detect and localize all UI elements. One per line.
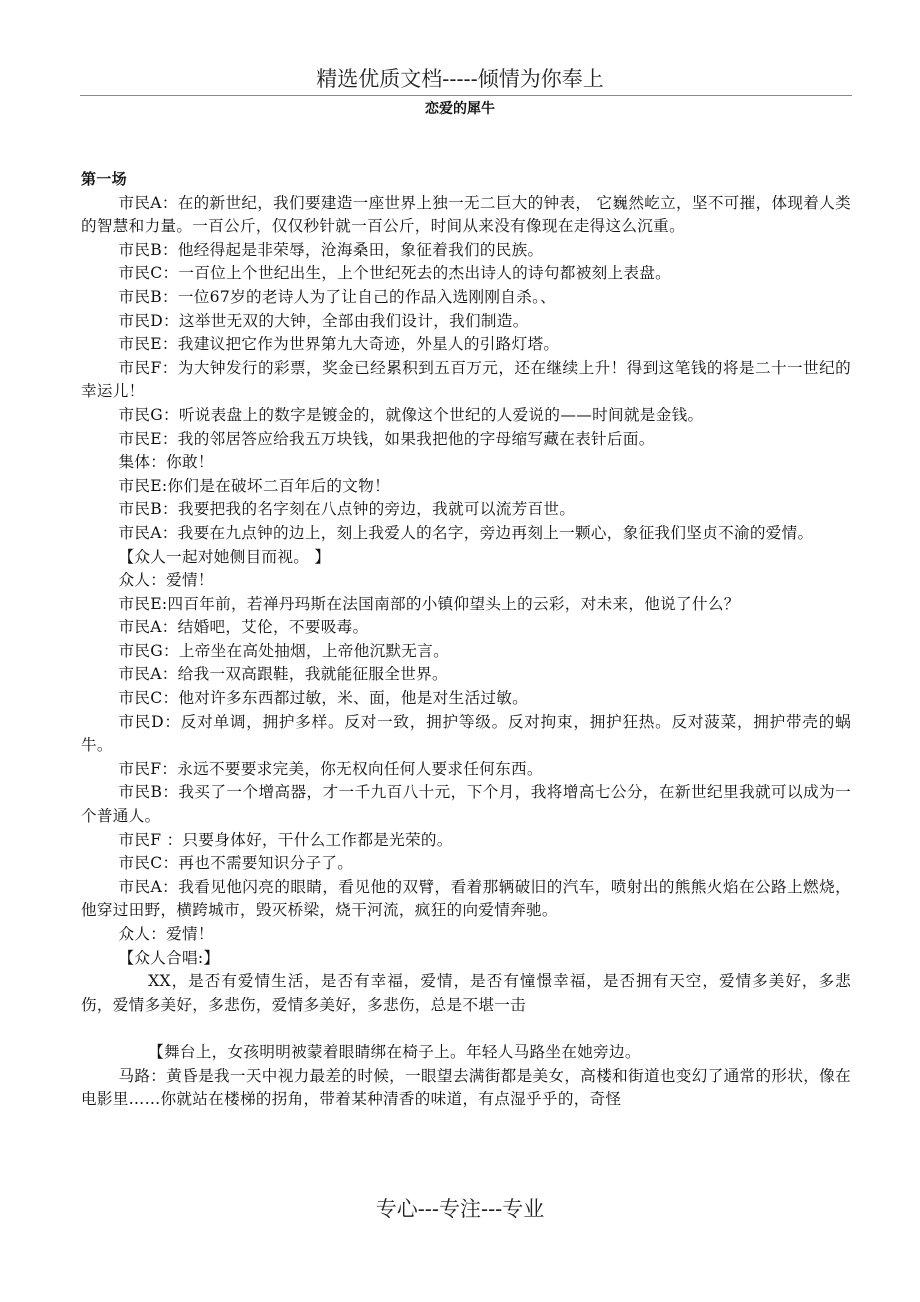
dialogue-line: 市民D：这举世无双的大钟，全部由我们设计，我们制造。 <box>118 311 529 330</box>
dialogue-line: 市民A：我要在九点钟的边上，刻上我爱人的名字，旁边再刻上一颗心，象征我们坚贞不渝的爱情。 <box>118 523 814 542</box>
song-lyrics: XX，是否有爱情生活，是否有幸福，爱情，是否有憧憬幸福，是否拥有天空，爱情多美好，多悲伤，爱情多美好，多悲伤，爱情多美好，多悲伤，总是不堪一击 <box>81 972 851 1014</box>
dialogue-line: 市民C：再也不需要知识分子了。 <box>118 854 354 873</box>
dialogue-line: 市民F：为大钟发行的彩票，奖金已经累积到五百万元，还在继续上升！得到这笔钱的将是二十一世纪的幸运儿！ <box>81 358 851 401</box>
page-footer: 专心---专注---专业 <box>375 1197 545 1221</box>
document-title: 恋爱的犀牛 <box>425 101 495 117</box>
scene-title: 第一场 <box>81 170 127 188</box>
dialogue-line: 市民B：一位67岁的老诗人为了让自己的作品入选刚刚自杀。、 <box>118 287 557 306</box>
stage-direction: 【众人合唱:】 <box>118 948 220 967</box>
dialogue-line: 市民B：他经得起是非荣辱，沧海桑田，象征着我们的民族。 <box>118 240 544 259</box>
dialogue-line: 市民C：他对许多东西都过敏，米、面，他是对生活过敏。 <box>118 689 529 708</box>
dialogue-line: 市民B：我买了一个增高器，才一千九百八十元，下个月，我将增高七公分，在新世纪里我就可以成为一个普通人。 <box>81 783 851 826</box>
stage-direction: 【众人一起对她侧目而视。 】 <box>118 547 331 566</box>
dialogue-line: 众人：爱情！ <box>118 571 214 590</box>
dialogue-line: 市民E：我的邻居答应给我五万块钱，如果我把他的字母缩写藏在表针后面。 <box>118 429 655 448</box>
dialogue-line: 市民A：在的新世纪，我们要建造一座世界上独一无二巨大的钟表， 它巍然屹立，坚不可摧，体现着人类的智慧和力量。一百公斤，仅仅秒针就一百公斤，时间从来没有像现在走得这么沉重。 <box>81 193 851 236</box>
dialogue-line: 市民C：一百位上个世纪出生，上个世纪死去的杰出诗人的诗句都被刻上表盘。 <box>118 264 672 283</box>
dialogue-line: 市民B：我要把我的名字刻在八点钟的旁边，我就可以流芳百世。 <box>118 500 576 519</box>
dialogue-line: 市民A：我看见他闪亮的眼睛，看见他的双臂，看着那辆破旧的汽车，喷射出的熊熊火焰在公路上燃烧，他穿过田野，横跨城市，毁灭桥梁，烧干河流，疯狂的向爱情奔驰。 <box>81 877 851 920</box>
dialogue-line: 市民F：永远不要要求完美，你无权向任何人要求任何东西。 <box>118 759 543 778</box>
dialogue-line: 市民A：给我一双高跟鞋，我就能征服全世界。 <box>118 665 448 684</box>
dialogue-line: 集体：你敢！ <box>118 453 214 472</box>
dialogue-line: 市民G：听说表盘上的数字是镀金的，就像这个世纪的人爱说的——时间就是金钱。 <box>118 405 704 424</box>
dialogue-line: 市民G：上帝坐在高处抽烟，上帝他沉默无言。 <box>118 641 450 660</box>
paragraph-gap <box>81 1017 851 1041</box>
page-header: 精选优质文档-----倾情为你奉上 <box>316 67 604 91</box>
dialogue-line: 市民D：反对单调，拥护多样。反对一致，拥护等级。反对拘束，拥护狂热。反对菠菜，拥护带壳的蜗牛。 <box>81 712 851 755</box>
dialogue-line: 市民E:你们是在破坏二百年后的文物！ <box>118 476 390 495</box>
header-divider <box>80 95 852 96</box>
dialogue-line: 市民E:四百年前，若禅丹玛斯在法国南部的小镇仰望头上的云彩，对未来，他说了什么？ <box>118 594 740 613</box>
stage-direction: 【舞台上，女孩明明被蒙着眼睛绑在椅子上。年轻人马路坐在她旁边。 <box>148 1042 641 1061</box>
dialogue-line: 市民F ：只要身体好，干什么工作都是光荣的。 <box>118 830 453 849</box>
script-body <box>81 168 851 1112</box>
dialogue-line: 众人：爱情！ <box>118 925 214 943</box>
dialogue-line: 市民A：结婚吧，艾伦，不要吸毒。 <box>118 618 369 637</box>
dialogue-line: 马路：黄昏是我一天中视力最差的时候，一眼望去满街都是美女，高楼和街道也变幻了通常的形状，像在电影里……你就站在楼梯的拐角，带着某种清香的味道，有点湿乎乎的，奇怪 <box>81 1066 851 1109</box>
dialogue-line: 市民E：我建议把它作为世界第九大奇迹，外星人的引路灯塔。 <box>118 335 560 354</box>
